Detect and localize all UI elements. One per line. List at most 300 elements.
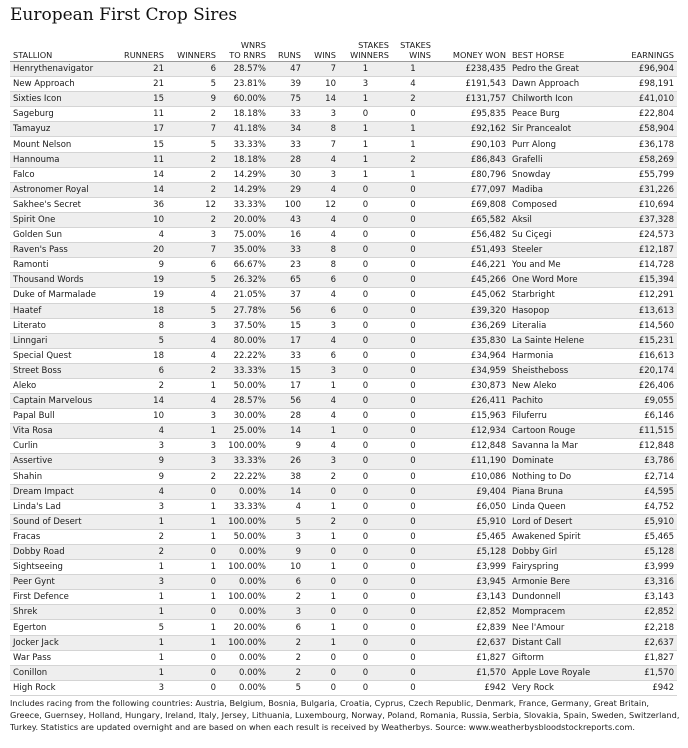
cell-runners: 14 xyxy=(117,182,167,197)
cell-wnrs-to-rnrs: 26.32% xyxy=(219,273,269,288)
cell-stakes-wins: 2 xyxy=(392,92,434,107)
cell-best-horse: Filuferru xyxy=(509,409,606,424)
cell-money-won: £11,190 xyxy=(434,454,509,469)
cell-runs: 15 xyxy=(269,363,304,378)
cell-best-horse: Dominate xyxy=(509,454,606,469)
col-header-wnrs-line2: TO RNRS xyxy=(229,50,266,60)
col-header-money-won: MONEY WON xyxy=(434,37,509,62)
cell-stallion: Linngari xyxy=(10,333,117,348)
cell-wins: 7 xyxy=(304,137,339,152)
cell-stallion: First Defence xyxy=(10,590,117,605)
cell-best-horse: Apple Love Royale xyxy=(509,665,606,680)
cell-wins: 3 xyxy=(304,363,339,378)
table-row xyxy=(10,303,677,318)
cell-stakes-winners: 0 xyxy=(339,514,392,529)
cell-stakes-winners: 0 xyxy=(339,620,392,635)
cell-earnings: £3,786 xyxy=(606,454,677,469)
cell-wins: 4 xyxy=(304,212,339,227)
cell-stallion: New Approach xyxy=(10,77,117,92)
cell-wnrs-to-rnrs: 30.00% xyxy=(219,409,269,424)
table-row xyxy=(10,439,677,454)
cell-wnrs-to-rnrs: 33.33% xyxy=(219,454,269,469)
cell-winners: 1 xyxy=(167,514,219,529)
cell-stakes-winners: 1 xyxy=(339,122,392,137)
cell-wins: 8 xyxy=(304,243,339,258)
cell-earnings: £31,226 xyxy=(606,182,677,197)
cell-runs: 3 xyxy=(269,529,304,544)
cell-winners: 0 xyxy=(167,575,219,590)
cell-best-horse: Armonie Bere xyxy=(509,575,606,590)
cell-stakes-winners: 0 xyxy=(339,333,392,348)
cell-wins: 1 xyxy=(304,378,339,393)
cell-earnings: £5,465 xyxy=(606,529,677,544)
cell-wnrs-to-rnrs: 14.29% xyxy=(219,182,269,197)
cell-wnrs-to-rnrs: 33.33% xyxy=(219,363,269,378)
cell-money-won: £56,482 xyxy=(434,228,509,243)
cell-stakes-winners: 1 xyxy=(339,92,392,107)
cell-runners: 3 xyxy=(117,680,167,695)
cell-best-horse: Steeler xyxy=(509,243,606,258)
cell-runs: 33 xyxy=(269,348,304,363)
cell-wins: 10 xyxy=(304,77,339,92)
cell-wnrs-to-rnrs: 18.18% xyxy=(219,107,269,122)
cell-best-horse: Literalia xyxy=(509,318,606,333)
cell-stallion: Sageburg xyxy=(10,107,117,122)
cell-stakes-wins: 0 xyxy=(392,650,434,665)
cell-wnrs-to-rnrs: 75.00% xyxy=(219,228,269,243)
cell-runs: 37 xyxy=(269,288,304,303)
cell-stakes-wins: 0 xyxy=(392,605,434,620)
cell-stallion: Dobby Road xyxy=(10,545,117,560)
cell-stakes-winners: 0 xyxy=(339,409,392,424)
cell-stakes-winners: 0 xyxy=(339,454,392,469)
col-header-wnrs-line1: WNRS xyxy=(240,40,266,50)
cell-money-won: £131,757 xyxy=(434,92,509,107)
cell-stakes-wins: 0 xyxy=(392,197,434,212)
cell-wins: 6 xyxy=(304,273,339,288)
cell-stakes-winners: 1 xyxy=(339,137,392,152)
table-body xyxy=(10,62,677,696)
cell-runners: 4 xyxy=(117,424,167,439)
col-header-stallion: STALLION xyxy=(10,37,117,62)
cell-runners: 18 xyxy=(117,348,167,363)
col-header-winners: WINNERS xyxy=(167,37,219,62)
cell-stakes-wins: 0 xyxy=(392,439,434,454)
cell-earnings: £942 xyxy=(606,680,677,695)
table-row xyxy=(10,680,677,695)
table-row xyxy=(10,62,677,77)
cell-stakes-winners: 0 xyxy=(339,665,392,680)
cell-stakes-winners: 3 xyxy=(339,77,392,92)
cell-best-horse: Su Ciçegi xyxy=(509,228,606,243)
cell-wins: 2 xyxy=(304,469,339,484)
cell-winners: 0 xyxy=(167,680,219,695)
cell-runs: 14 xyxy=(269,424,304,439)
cell-stakes-wins: 0 xyxy=(392,514,434,529)
cell-best-horse: Dawn Approach xyxy=(509,77,606,92)
cell-wnrs-to-rnrs: 0.00% xyxy=(219,484,269,499)
cell-wnrs-to-rnrs: 0.00% xyxy=(219,680,269,695)
table-row xyxy=(10,167,677,182)
cell-wnrs-to-rnrs: 100.00% xyxy=(219,439,269,454)
cell-runners: 4 xyxy=(117,484,167,499)
cell-stakes-wins: 0 xyxy=(392,529,434,544)
cell-runners: 5 xyxy=(117,620,167,635)
cell-runners: 10 xyxy=(117,212,167,227)
cell-runners: 19 xyxy=(117,273,167,288)
cell-earnings: £14,728 xyxy=(606,258,677,273)
table-row xyxy=(10,545,677,560)
cell-stakes-winners: 0 xyxy=(339,378,392,393)
cell-best-horse: Awakened Spirit xyxy=(509,529,606,544)
cell-runs: 2 xyxy=(269,665,304,680)
table-row xyxy=(10,92,677,107)
cell-stakes-wins: 1 xyxy=(392,122,434,137)
cell-stakes-wins: 0 xyxy=(392,378,434,393)
cell-money-won: £92,162 xyxy=(434,122,509,137)
cell-runs: 28 xyxy=(269,409,304,424)
cell-wnrs-to-rnrs: 60.00% xyxy=(219,92,269,107)
cell-earnings: £13,613 xyxy=(606,303,677,318)
col-header-wnrs-to-rnrs xyxy=(219,37,269,62)
cell-stallion: Sixties Icon xyxy=(10,92,117,107)
cell-winners: 2 xyxy=(167,469,219,484)
cell-wnrs-to-rnrs: 22.22% xyxy=(219,348,269,363)
cell-runs: 100 xyxy=(269,197,304,212)
cell-winners: 3 xyxy=(167,409,219,424)
cell-stakes-winners: 0 xyxy=(339,424,392,439)
cell-wnrs-to-rnrs: 50.00% xyxy=(219,378,269,393)
cell-winners: 0 xyxy=(167,484,219,499)
cell-stakes-winners: 0 xyxy=(339,439,392,454)
cell-stallion: Special Quest xyxy=(10,348,117,363)
cell-stakes-winners: 1 xyxy=(339,152,392,167)
cell-earnings: £2,852 xyxy=(606,605,677,620)
cell-winners: 5 xyxy=(167,303,219,318)
cell-stallion: Fracas xyxy=(10,529,117,544)
cell-runners: 8 xyxy=(117,318,167,333)
cell-earnings: £22,804 xyxy=(606,107,677,122)
table-row xyxy=(10,318,677,333)
cell-wins: 7 xyxy=(304,62,339,77)
cell-wnrs-to-rnrs: 33.33% xyxy=(219,137,269,152)
cell-stakes-winners: 0 xyxy=(339,605,392,620)
cell-stallion: Hannouma xyxy=(10,152,117,167)
cell-best-horse: Pedro the Great xyxy=(509,62,606,77)
cell-runs: 2 xyxy=(269,635,304,650)
cell-runs: 75 xyxy=(269,92,304,107)
table-row xyxy=(10,575,677,590)
cell-stakes-wins: 0 xyxy=(392,575,434,590)
cell-stakes-winners: 0 xyxy=(339,318,392,333)
cell-earnings: £3,143 xyxy=(606,590,677,605)
cell-money-won: £3,945 xyxy=(434,575,509,590)
cell-money-won: £191,543 xyxy=(434,77,509,92)
cell-runs: 65 xyxy=(269,273,304,288)
cell-stakes-winners: 0 xyxy=(339,469,392,484)
cell-runs: 9 xyxy=(269,545,304,560)
cell-wnrs-to-rnrs: 23.81% xyxy=(219,77,269,92)
cell-best-horse: Piana Bruna xyxy=(509,484,606,499)
cell-stakes-wins: 1 xyxy=(392,62,434,77)
cell-wins: 4 xyxy=(304,394,339,409)
cell-winners: 3 xyxy=(167,439,219,454)
cell-stallion: Thousand Words xyxy=(10,273,117,288)
cell-wnrs-to-rnrs: 41.18% xyxy=(219,122,269,137)
cell-money-won: £3,143 xyxy=(434,590,509,605)
cell-money-won: £35,830 xyxy=(434,333,509,348)
cell-wnrs-to-rnrs: 100.00% xyxy=(219,590,269,605)
cell-runners: 1 xyxy=(117,514,167,529)
cell-money-won: £12,848 xyxy=(434,439,509,454)
cell-stakes-wins: 0 xyxy=(392,333,434,348)
table-row xyxy=(10,363,677,378)
cell-runners: 9 xyxy=(117,469,167,484)
cell-stakes-wins: 0 xyxy=(392,228,434,243)
cell-stakes-winners: 1 xyxy=(339,62,392,77)
cell-best-horse: Very Rock xyxy=(509,680,606,695)
cell-wins: 0 xyxy=(304,665,339,680)
cell-wnrs-to-rnrs: 14.29% xyxy=(219,167,269,182)
cell-runners: 9 xyxy=(117,258,167,273)
cell-wins: 6 xyxy=(304,303,339,318)
cell-stallion: Sakhee's Secret xyxy=(10,197,117,212)
cell-money-won: £30,873 xyxy=(434,378,509,393)
table-row xyxy=(10,590,677,605)
cell-money-won: £69,808 xyxy=(434,197,509,212)
cell-stallion: Shahin xyxy=(10,469,117,484)
cell-runs: 33 xyxy=(269,107,304,122)
cell-earnings: £1,827 xyxy=(606,650,677,665)
cell-runners: 3 xyxy=(117,439,167,454)
cell-money-won: £2,637 xyxy=(434,635,509,650)
cell-winners: 2 xyxy=(167,107,219,122)
cell-best-horse: La Sainte Helene xyxy=(509,333,606,348)
cell-winners: 4 xyxy=(167,348,219,363)
cell-runs: 23 xyxy=(269,258,304,273)
cell-stakes-winners: 0 xyxy=(339,650,392,665)
cell-stallion: Spirit One xyxy=(10,212,117,227)
cell-stallion: War Pass xyxy=(10,650,117,665)
cell-earnings: £14,560 xyxy=(606,318,677,333)
cell-money-won: £2,839 xyxy=(434,620,509,635)
cell-stakes-wins: 2 xyxy=(392,152,434,167)
cell-stakes-wins: 0 xyxy=(392,303,434,318)
cell-winners: 7 xyxy=(167,243,219,258)
cell-stallion: Astronomer Royal xyxy=(10,182,117,197)
cell-earnings: £3,316 xyxy=(606,575,677,590)
cell-best-horse: Distant Call xyxy=(509,635,606,650)
cell-winners: 2 xyxy=(167,363,219,378)
cell-best-horse: Peace Burg xyxy=(509,107,606,122)
col-header-earnings: EARNINGS xyxy=(606,37,677,62)
cell-best-horse: Grafelli xyxy=(509,152,606,167)
cell-best-horse: Starbright xyxy=(509,288,606,303)
cell-winners: 5 xyxy=(167,273,219,288)
cell-wnrs-to-rnrs: 100.00% xyxy=(219,514,269,529)
cell-runs: 43 xyxy=(269,212,304,227)
table-row xyxy=(10,665,677,680)
cell-stakes-winners: 0 xyxy=(339,560,392,575)
cell-stakes-winners: 0 xyxy=(339,288,392,303)
cell-winners: 7 xyxy=(167,122,219,137)
table-row xyxy=(10,137,677,152)
cell-stakes-winners: 0 xyxy=(339,303,392,318)
cell-runs: 9 xyxy=(269,439,304,454)
cell-money-won: £1,827 xyxy=(434,650,509,665)
col-header-runners: RUNNERS xyxy=(117,37,167,62)
cell-stallion: Falco xyxy=(10,167,117,182)
cell-wnrs-to-rnrs: 50.00% xyxy=(219,529,269,544)
col-header-stakes-winners-line1: STAKES xyxy=(358,40,389,50)
cell-stallion: Dream Impact xyxy=(10,484,117,499)
cell-runs: 34 xyxy=(269,122,304,137)
cell-winners: 2 xyxy=(167,182,219,197)
table-row xyxy=(10,620,677,635)
cell-winners: 0 xyxy=(167,665,219,680)
cell-stakes-winners: 0 xyxy=(339,499,392,514)
cell-wnrs-to-rnrs: 22.22% xyxy=(219,469,269,484)
cell-wins: 1 xyxy=(304,499,339,514)
cell-runners: 1 xyxy=(117,665,167,680)
cell-stakes-wins: 0 xyxy=(392,409,434,424)
cell-stallion: Street Boss xyxy=(10,363,117,378)
table-row xyxy=(10,228,677,243)
cell-runners: 1 xyxy=(117,590,167,605)
cell-wins: 1 xyxy=(304,560,339,575)
cell-money-won: £2,852 xyxy=(434,605,509,620)
cell-wins: 2 xyxy=(304,514,339,529)
cell-stallion: Literato xyxy=(10,318,117,333)
table-row xyxy=(10,409,677,424)
cell-stallion: Ramonti xyxy=(10,258,117,273)
cell-earnings: £96,904 xyxy=(606,62,677,77)
cell-money-won: £5,910 xyxy=(434,514,509,529)
table-row xyxy=(10,212,677,227)
cell-runs: 33 xyxy=(269,243,304,258)
cell-runners: 1 xyxy=(117,635,167,650)
cell-wins: 6 xyxy=(304,348,339,363)
cell-winners: 0 xyxy=(167,650,219,665)
cell-winners: 6 xyxy=(167,258,219,273)
cell-best-horse: Purr Along xyxy=(509,137,606,152)
table-row xyxy=(10,529,677,544)
cell-runs: 56 xyxy=(269,303,304,318)
cell-stallion: Golden Sun xyxy=(10,228,117,243)
cell-money-won: £39,320 xyxy=(434,303,509,318)
cell-best-horse: Cartoon Rouge xyxy=(509,424,606,439)
table-row xyxy=(10,107,677,122)
table-row xyxy=(10,484,677,499)
cell-stakes-winners: 0 xyxy=(339,243,392,258)
page-title: European First Crop Sires xyxy=(10,5,238,25)
cell-runners: 20 xyxy=(117,243,167,258)
cell-runs: 26 xyxy=(269,454,304,469)
cell-stallion: Conillon xyxy=(10,665,117,680)
cell-runs: 47 xyxy=(269,62,304,77)
cell-best-horse: Sheistheboss xyxy=(509,363,606,378)
cell-wins: 0 xyxy=(304,605,339,620)
cell-wins: 4 xyxy=(304,182,339,197)
cell-wnrs-to-rnrs: 21.05% xyxy=(219,288,269,303)
cell-runners: 14 xyxy=(117,394,167,409)
cell-earnings: £2,714 xyxy=(606,469,677,484)
cell-wins: 3 xyxy=(304,318,339,333)
cell-stakes-winners: 0 xyxy=(339,680,392,695)
cell-stakes-wins: 0 xyxy=(392,318,434,333)
cell-wins: 4 xyxy=(304,333,339,348)
cell-stakes-wins: 0 xyxy=(392,363,434,378)
cell-wins: 3 xyxy=(304,167,339,182)
cell-stakes-wins: 0 xyxy=(392,348,434,363)
cell-best-horse: Nee l'Amour xyxy=(509,620,606,635)
cell-money-won: £12,934 xyxy=(434,424,509,439)
cell-runs: 2 xyxy=(269,590,304,605)
cell-wins: 14 xyxy=(304,92,339,107)
cell-earnings: £6,146 xyxy=(606,409,677,424)
cell-runners: 11 xyxy=(117,107,167,122)
cell-wins: 1 xyxy=(304,635,339,650)
cell-wins: 8 xyxy=(304,122,339,137)
cell-stakes-wins: 1 xyxy=(392,167,434,182)
cell-wnrs-to-rnrs: 20.00% xyxy=(219,212,269,227)
cell-wins: 12 xyxy=(304,197,339,212)
cell-stallion: Raven's Pass xyxy=(10,243,117,258)
cell-wnrs-to-rnrs: 33.33% xyxy=(219,197,269,212)
cell-wnrs-to-rnrs: 28.57% xyxy=(219,394,269,409)
cell-best-horse: Dundonnell xyxy=(509,590,606,605)
cell-runners: 15 xyxy=(117,137,167,152)
cell-runs: 6 xyxy=(269,575,304,590)
cell-runs: 10 xyxy=(269,560,304,575)
cell-stallion: Captain Marvelous xyxy=(10,394,117,409)
cell-best-horse: Madiba xyxy=(509,182,606,197)
cell-best-horse: New Aleko xyxy=(509,378,606,393)
cell-money-won: £80,796 xyxy=(434,167,509,182)
cell-runs: 16 xyxy=(269,228,304,243)
cell-stakes-winners: 0 xyxy=(339,363,392,378)
cell-stakes-winners: 1 xyxy=(339,167,392,182)
cell-earnings: £11,515 xyxy=(606,424,677,439)
cell-runs: 39 xyxy=(269,77,304,92)
cell-stakes-winners: 0 xyxy=(339,212,392,227)
table-row xyxy=(10,348,677,363)
table-row xyxy=(10,394,677,409)
cell-runners: 21 xyxy=(117,62,167,77)
cell-money-won: £65,582 xyxy=(434,212,509,227)
cell-runners: 6 xyxy=(117,363,167,378)
cell-stallion: Mount Nelson xyxy=(10,137,117,152)
cell-stakes-wins: 0 xyxy=(392,182,434,197)
cell-stakes-wins: 0 xyxy=(392,394,434,409)
cell-stakes-wins: 0 xyxy=(392,469,434,484)
cell-stakes-winners: 0 xyxy=(339,258,392,273)
table-row xyxy=(10,152,677,167)
cell-stakes-wins: 0 xyxy=(392,454,434,469)
cell-money-won: £942 xyxy=(434,680,509,695)
cell-runs: 5 xyxy=(269,680,304,695)
cell-wins: 1 xyxy=(304,529,339,544)
cell-money-won: £34,964 xyxy=(434,348,509,363)
cell-stakes-winners: 0 xyxy=(339,484,392,499)
cell-wnrs-to-rnrs: 66.67% xyxy=(219,258,269,273)
cell-wnrs-to-rnrs: 0.00% xyxy=(219,650,269,665)
header-row xyxy=(10,37,677,62)
cell-money-won: £15,963 xyxy=(434,409,509,424)
table-row xyxy=(10,122,677,137)
cell-wnrs-to-rnrs: 0.00% xyxy=(219,605,269,620)
cell-winners: 3 xyxy=(167,228,219,243)
